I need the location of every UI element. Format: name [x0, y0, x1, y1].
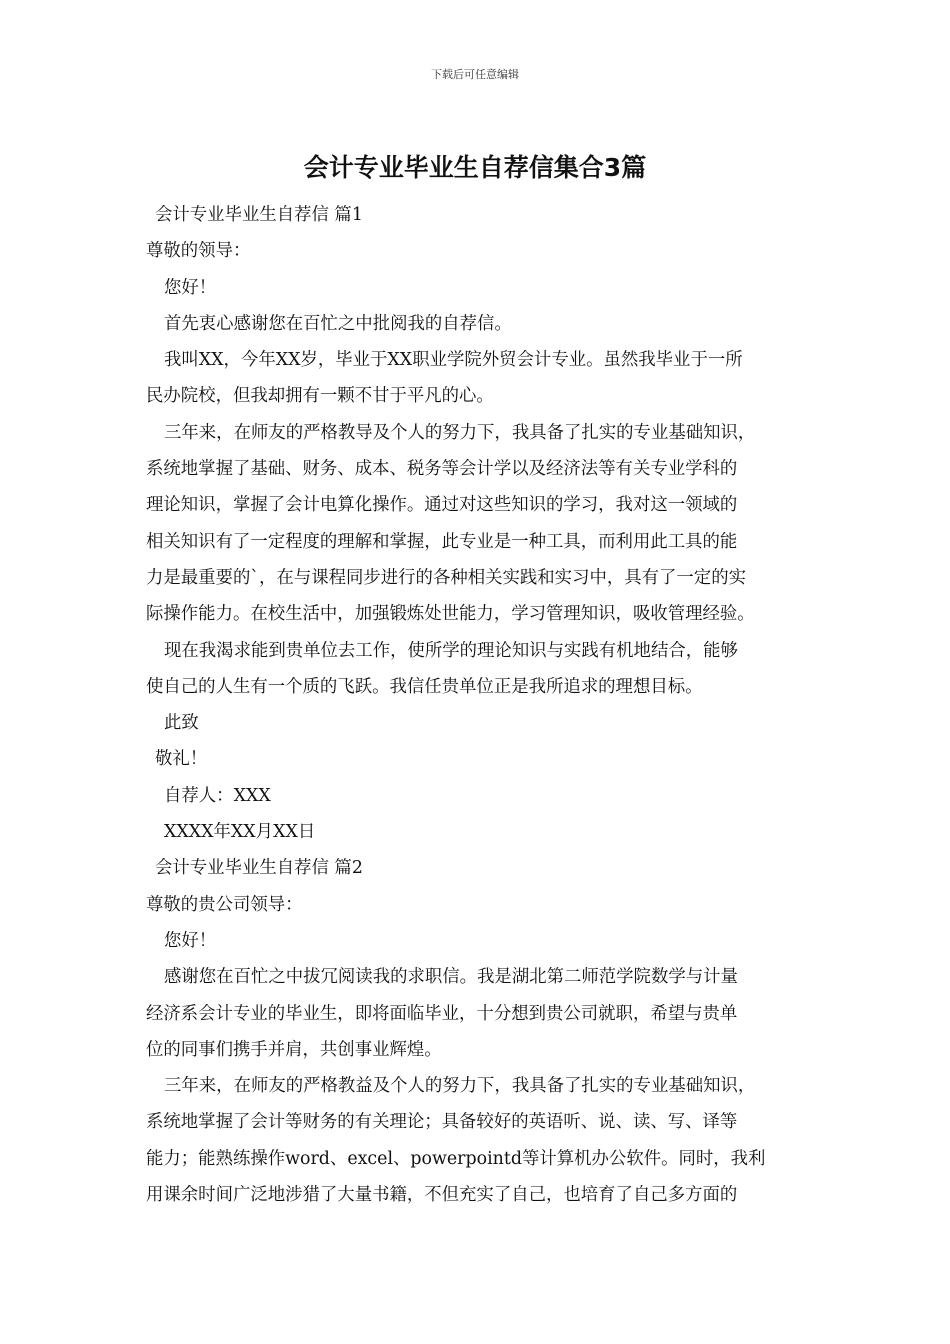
text-line: 此致 [164, 713, 199, 734]
text-line: 经济系会计专业的毕业生，即将面临毕业，十分想到贵公司就职，希望与贵单 [146, 1003, 738, 1024]
text-line: 会计专业毕业生自荐信 篇2 [155, 858, 363, 879]
text-line: 用课余时间广泛地涉猎了大量书籍，不但充实了自己，也培育了自己多方面的 [146, 1185, 738, 1206]
text-line: 感谢您在百忙之中拔冗阅读我的求职信。我是湖北第二师范学院数学与计量 [164, 967, 738, 988]
document-body [146, 197, 810, 1213]
page-header-note: 下载后可任意编辑 [431, 68, 519, 81]
text-line: 系统地掌握了基础、财务、成本、税务等会计学以及经济法等有关专业学科的 [146, 459, 738, 480]
text-line: 力是最重要的`，在与课程同步进行的各种相关实践和实习中，具有了一定的实 [146, 567, 746, 588]
text-line: 使自己的人生有一个质的飞跃。我信任贵单位正是我所追求的理想目标。 [146, 676, 703, 697]
text-line: 首先衷心感谢您在百忙之中批阅我的自荐信。 [164, 313, 512, 334]
document-title: 会计专业毕业生自荐信集合3篇 [303, 153, 647, 182]
text-line: 现在我渴求能到贵单位去工作，使所学的理论知识与实践有机地结合，能够 [164, 640, 738, 661]
text-line: 尊敬的领导： [146, 241, 251, 262]
text-line: 际操作能力。在校生活中，加强锻炼处世能力，学习管理知识，吸收管理经验。 [146, 604, 755, 625]
text-line: 民办院校，但我却拥有一颗不甘于平凡的心。 [146, 386, 494, 407]
text-line: 相关知识有了一定程度的理解和掌握，此专业是一种工具，而利用此工具的能 [146, 531, 738, 552]
text-line: 理论知识，掌握了会计电算化操作。通过对这些知识的学习，我对这一领域的 [146, 495, 738, 516]
text-line: 会计专业毕业生自荐信 篇1 [155, 205, 363, 225]
text-line: 敬礼！ [155, 749, 208, 770]
text-line: 自荐人：XXX [164, 785, 271, 806]
text-line: 尊敬的贵公司领导： [146, 894, 303, 915]
text-line: 您好！ [164, 277, 217, 298]
text-line: 能力；能熟练操作word、excel、powerpointd等计算机办公软件。同时，我利 [146, 1148, 766, 1169]
text-line: 三年来，在师友的严格教导及个人的努力下，我具备了扎实的专业基础知识， [164, 422, 756, 443]
text-line: 系统地掌握了会计等财务的有关理论；具备较好的英语听、说、读、写、译等 [146, 1112, 738, 1133]
text-line: 位的同事们携手并肩，共创事业辉煌。 [146, 1039, 442, 1060]
text-line: 三年来，在师友的严格教益及个人的努力下，我具备了扎实的专业基础知识， [164, 1076, 756, 1097]
text-line: 我叫XX，今年XX岁，毕业于XX职业学院外贸会计专业。虽然我毕业于一所 [164, 350, 743, 371]
text-line: XXXX年XX月XX日 [164, 822, 316, 843]
text-line: 您好！ [164, 930, 217, 951]
